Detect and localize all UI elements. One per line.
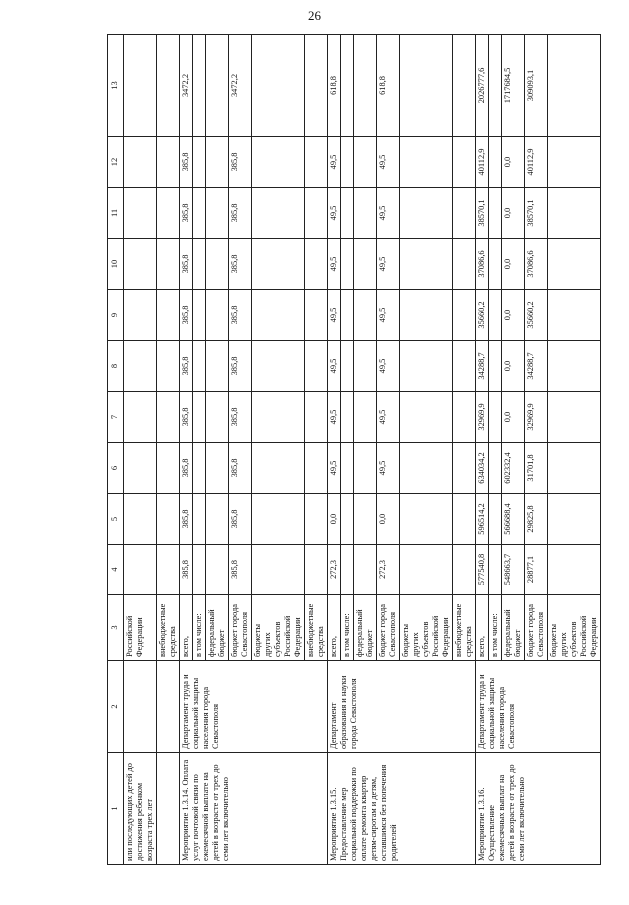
source-cell: федеральный бюджет — [206, 595, 229, 661]
value-cell — [489, 341, 502, 392]
value-cell: 385,8 — [180, 137, 193, 188]
value-cell — [489, 443, 502, 494]
event-name: Мероприятие 1.3.16. Осуществление ежемесячных выплат на детей в возрасте от трех до семи лет включительно — [476, 753, 601, 865]
value-cell: 38570,1 — [525, 188, 548, 239]
value-cell: 385,8 — [180, 290, 193, 341]
value-cell — [193, 545, 206, 595]
value-cell: 272,3 — [328, 545, 341, 595]
value-cell: 49,5 — [328, 341, 341, 392]
value-cell — [341, 137, 354, 188]
value-cell: 32969,9 — [525, 392, 548, 443]
total-cell: 2026777,6 — [476, 35, 489, 137]
value-cell: 385,8 — [229, 188, 252, 239]
value-cell — [453, 290, 476, 341]
source-cell: бюджеты других субъектов Российской Федерации — [252, 595, 305, 661]
value-cell: 385,8 — [180, 239, 193, 290]
value-cell — [206, 188, 229, 239]
value-cell — [305, 341, 328, 392]
source-cell: бюджет города Севастополя — [229, 595, 252, 661]
value-cell — [354, 443, 377, 494]
value-cell — [305, 137, 328, 188]
value-cell: 49,5 — [377, 341, 400, 392]
value-cell — [193, 341, 206, 392]
value-cell: 49,5 — [328, 188, 341, 239]
total-cell: 3472,2 — [229, 35, 252, 137]
value-cell: 34288,7 — [476, 341, 489, 392]
source-cell: внебюджетные средства — [453, 595, 476, 661]
value-cell: 0,0 — [328, 494, 341, 545]
value-cell: 385,8 — [180, 545, 193, 595]
value-cell: 49,5 — [377, 239, 400, 290]
table-row — [328, 35, 341, 865]
value-cell — [193, 188, 206, 239]
event-name — [157, 753, 180, 865]
value-cell — [252, 392, 305, 443]
column-header: 4 — [108, 545, 124, 595]
value-cell — [206, 392, 229, 443]
value-cell — [341, 494, 354, 545]
financing-table — [107, 34, 601, 865]
value-cell — [252, 188, 305, 239]
value-cell — [354, 290, 377, 341]
value-cell — [400, 392, 453, 443]
value-cell: 385,8 — [229, 392, 252, 443]
value-cell — [489, 392, 502, 443]
source-cell: бюджет города Севастополя — [525, 595, 548, 661]
table-row — [180, 35, 193, 865]
value-cell: 0,0 — [502, 392, 525, 443]
value-cell — [193, 494, 206, 545]
column-header: 7 — [108, 392, 124, 443]
source-cell: бюджеты других субъектов Российской Федерации — [400, 595, 453, 661]
value-cell: 49,5 — [377, 188, 400, 239]
value-cell — [305, 290, 328, 341]
executor-cell — [124, 661, 157, 753]
value-cell — [453, 188, 476, 239]
value-cell: 29825,8 — [525, 494, 548, 545]
column-header: 10 — [108, 239, 124, 290]
value-cell: 38570,1 — [476, 188, 489, 239]
value-cell: 49,5 — [328, 239, 341, 290]
value-cell: 385,8 — [180, 443, 193, 494]
value-cell — [206, 443, 229, 494]
value-cell — [305, 392, 328, 443]
value-cell — [193, 290, 206, 341]
total-cell — [354, 35, 377, 137]
value-cell — [305, 239, 328, 290]
value-cell — [453, 341, 476, 392]
value-cell — [354, 494, 377, 545]
value-cell — [305, 545, 328, 595]
value-cell — [354, 188, 377, 239]
value-cell: 31701,8 — [525, 443, 548, 494]
event-name: Мероприятие 1.3.15. Предоставление мер социальной поддержки по оплате ремонта квартир детям-сиротам и детям, оставшимся без попечения родителей — [328, 753, 476, 865]
value-cell — [548, 443, 601, 494]
executor-cell — [157, 661, 180, 753]
total-cell: 618,8 — [328, 35, 341, 137]
column-header: 1 — [108, 753, 124, 865]
value-cell: 385,8 — [229, 341, 252, 392]
value-cell: 0,0 — [502, 188, 525, 239]
value-cell — [489, 239, 502, 290]
value-cell: 35660,2 — [525, 290, 548, 341]
total-cell — [400, 35, 453, 137]
value-cell: 49,5 — [377, 443, 400, 494]
source-cell: в том числе: — [193, 595, 206, 661]
value-cell — [400, 290, 453, 341]
value-cell — [453, 494, 476, 545]
value-cell: 0,0 — [502, 290, 525, 341]
value-cell — [453, 443, 476, 494]
table-body — [124, 35, 601, 865]
value-cell: 35660,2 — [476, 290, 489, 341]
total-cell: 618,8 — [377, 35, 400, 137]
total-cell — [489, 35, 502, 137]
value-cell: 385,8 — [180, 392, 193, 443]
table-row — [124, 35, 157, 865]
rotated-sheet — [107, 35, 602, 865]
value-cell — [453, 545, 476, 595]
value-cell: 385,8 — [229, 443, 252, 494]
executor-cell: Департамент образования и науки города Севастополя — [328, 661, 476, 753]
source-cell: бюджет города Севастополя — [377, 595, 400, 661]
value-cell: 49,5 — [377, 137, 400, 188]
table-row — [157, 35, 180, 865]
value-cell: 566688,4 — [502, 494, 525, 545]
value-cell — [193, 239, 206, 290]
value-cell — [252, 494, 305, 545]
total-cell — [252, 35, 305, 137]
value-cell — [252, 239, 305, 290]
value-cell — [489, 137, 502, 188]
value-cell: 0,0 — [502, 239, 525, 290]
value-cell — [453, 137, 476, 188]
value-cell: 385,8 — [229, 290, 252, 341]
source-cell: федеральный бюджет — [502, 595, 525, 661]
value-cell: 596514,2 — [476, 494, 489, 545]
value-cell — [354, 341, 377, 392]
value-cell: 0,0 — [502, 137, 525, 188]
value-cell — [206, 137, 229, 188]
column-header: 5 — [108, 494, 124, 545]
value-cell — [206, 290, 229, 341]
event-name: Мероприятие 1.3.14. Оплата услуг почтовой связи по ежемесячной выплате на детей в возрасте от трех до семи лет включительно — [180, 753, 328, 865]
value-cell — [400, 545, 453, 595]
column-header: 11 — [108, 188, 124, 239]
value-cell: 37086,6 — [525, 239, 548, 290]
total-cell: 3472,2 — [180, 35, 193, 137]
value-cell: 385,8 — [229, 545, 252, 595]
executor-cell: Департамент труда и социальной защиты населения города Севастополя — [476, 661, 601, 753]
value-cell — [341, 443, 354, 494]
value-cell — [354, 545, 377, 595]
value-cell: 385,8 — [180, 494, 193, 545]
value-cell — [252, 545, 305, 595]
source-cell: всего, — [180, 595, 193, 661]
value-cell — [193, 137, 206, 188]
value-cell: 32969,9 — [476, 392, 489, 443]
page-number: 26 — [308, 8, 321, 23]
header-row — [108, 35, 124, 865]
value-cell: 37086,6 — [476, 239, 489, 290]
total-cell — [548, 35, 601, 137]
value-cell — [548, 188, 601, 239]
value-cell — [252, 443, 305, 494]
source-cell: Российской Федерации — [124, 595, 157, 661]
value-cell — [193, 443, 206, 494]
value-cell — [252, 137, 305, 188]
value-cell — [548, 290, 601, 341]
column-header: 6 — [108, 443, 124, 494]
table-container — [107, 35, 602, 865]
source-cell: всего, — [328, 595, 341, 661]
value-cell — [354, 239, 377, 290]
total-cell — [305, 35, 328, 137]
value-cell — [548, 545, 601, 595]
value-cell: 34288,7 — [525, 341, 548, 392]
column-header: 12 — [108, 137, 124, 188]
value-cell — [548, 494, 601, 545]
value-cell: 385,8 — [229, 137, 252, 188]
value-cell — [400, 494, 453, 545]
value-cell: 49,5 — [328, 290, 341, 341]
value-cell: 385,8 — [229, 494, 252, 545]
value-cell — [400, 341, 453, 392]
value-cell: 272,3 — [377, 545, 400, 595]
value-cell — [453, 392, 476, 443]
source-cell: внебюджетные средства — [157, 595, 180, 661]
value-cell — [252, 341, 305, 392]
value-cell — [341, 188, 354, 239]
value-cell — [489, 290, 502, 341]
value-cell: 49,5 — [377, 290, 400, 341]
value-cell: 385,8 — [229, 239, 252, 290]
total-cell: 1717684,5 — [502, 35, 525, 137]
value-cell — [341, 239, 354, 290]
source-cell: в том числе: — [489, 595, 502, 661]
value-cell — [341, 545, 354, 595]
value-cell: 577540,8 — [476, 545, 489, 595]
value-cell — [548, 239, 601, 290]
value-cell — [341, 392, 354, 443]
column-header: 8 — [108, 341, 124, 392]
value-cell — [206, 341, 229, 392]
value-cell: 634034,2 — [476, 443, 489, 494]
value-cell — [341, 341, 354, 392]
total-cell — [193, 35, 206, 137]
source-cell: всего, — [476, 595, 489, 661]
total-cell — [206, 35, 229, 137]
value-cell — [193, 392, 206, 443]
source-cell: федеральный бюджет — [354, 595, 377, 661]
value-cell — [400, 188, 453, 239]
value-cell: 28877,1 — [525, 545, 548, 595]
table-row — [476, 35, 489, 865]
value-cell: 49,5 — [377, 392, 400, 443]
value-cell: 602332,4 — [502, 443, 525, 494]
value-cell — [548, 341, 601, 392]
value-cell — [400, 239, 453, 290]
value-cell — [305, 494, 328, 545]
total-cell — [341, 35, 354, 137]
total-cell: 309093,1 — [525, 35, 548, 137]
value-cell: 40112,9 — [525, 137, 548, 188]
value-cell: 49,5 — [328, 137, 341, 188]
value-cell — [206, 494, 229, 545]
value-cell: 385,8 — [180, 341, 193, 392]
value-cell — [206, 239, 229, 290]
source-cell: внебюджетные средства — [305, 595, 328, 661]
column-header: 9 — [108, 290, 124, 341]
value-cell: 49,5 — [328, 443, 341, 494]
value-cell — [548, 392, 601, 443]
value-cell — [489, 188, 502, 239]
value-cell — [341, 290, 354, 341]
event-name: или последующих детей до достижения ребенком возраста трех лет — [124, 753, 157, 865]
value-cell: 0,0 — [502, 341, 525, 392]
value-cell — [354, 137, 377, 188]
value-cell — [400, 137, 453, 188]
column-header: 3 — [108, 595, 124, 661]
value-cell — [400, 443, 453, 494]
value-cell — [453, 239, 476, 290]
value-cell — [252, 290, 305, 341]
source-cell: в том числе: — [341, 595, 354, 661]
source-cell: бюджеты других субъектов Российской Федерации — [548, 595, 601, 661]
value-cell: 49,5 — [328, 392, 341, 443]
value-cell — [354, 392, 377, 443]
column-header: 13 — [108, 35, 124, 137]
value-cell — [305, 443, 328, 494]
value-cell — [489, 494, 502, 545]
value-cell: 548663,7 — [502, 545, 525, 595]
value-cell — [305, 188, 328, 239]
value-cell: 385,8 — [180, 188, 193, 239]
executor-cell: Департамент труда и социальной защиты населения города Севастополя — [180, 661, 328, 753]
value-cell — [548, 137, 601, 188]
column-header: 2 — [108, 661, 124, 753]
value-cell — [489, 545, 502, 595]
value-cell — [206, 545, 229, 595]
value-cell: 0,0 — [377, 494, 400, 545]
value-cell: 40112,9 — [476, 137, 489, 188]
total-cell — [453, 35, 476, 137]
